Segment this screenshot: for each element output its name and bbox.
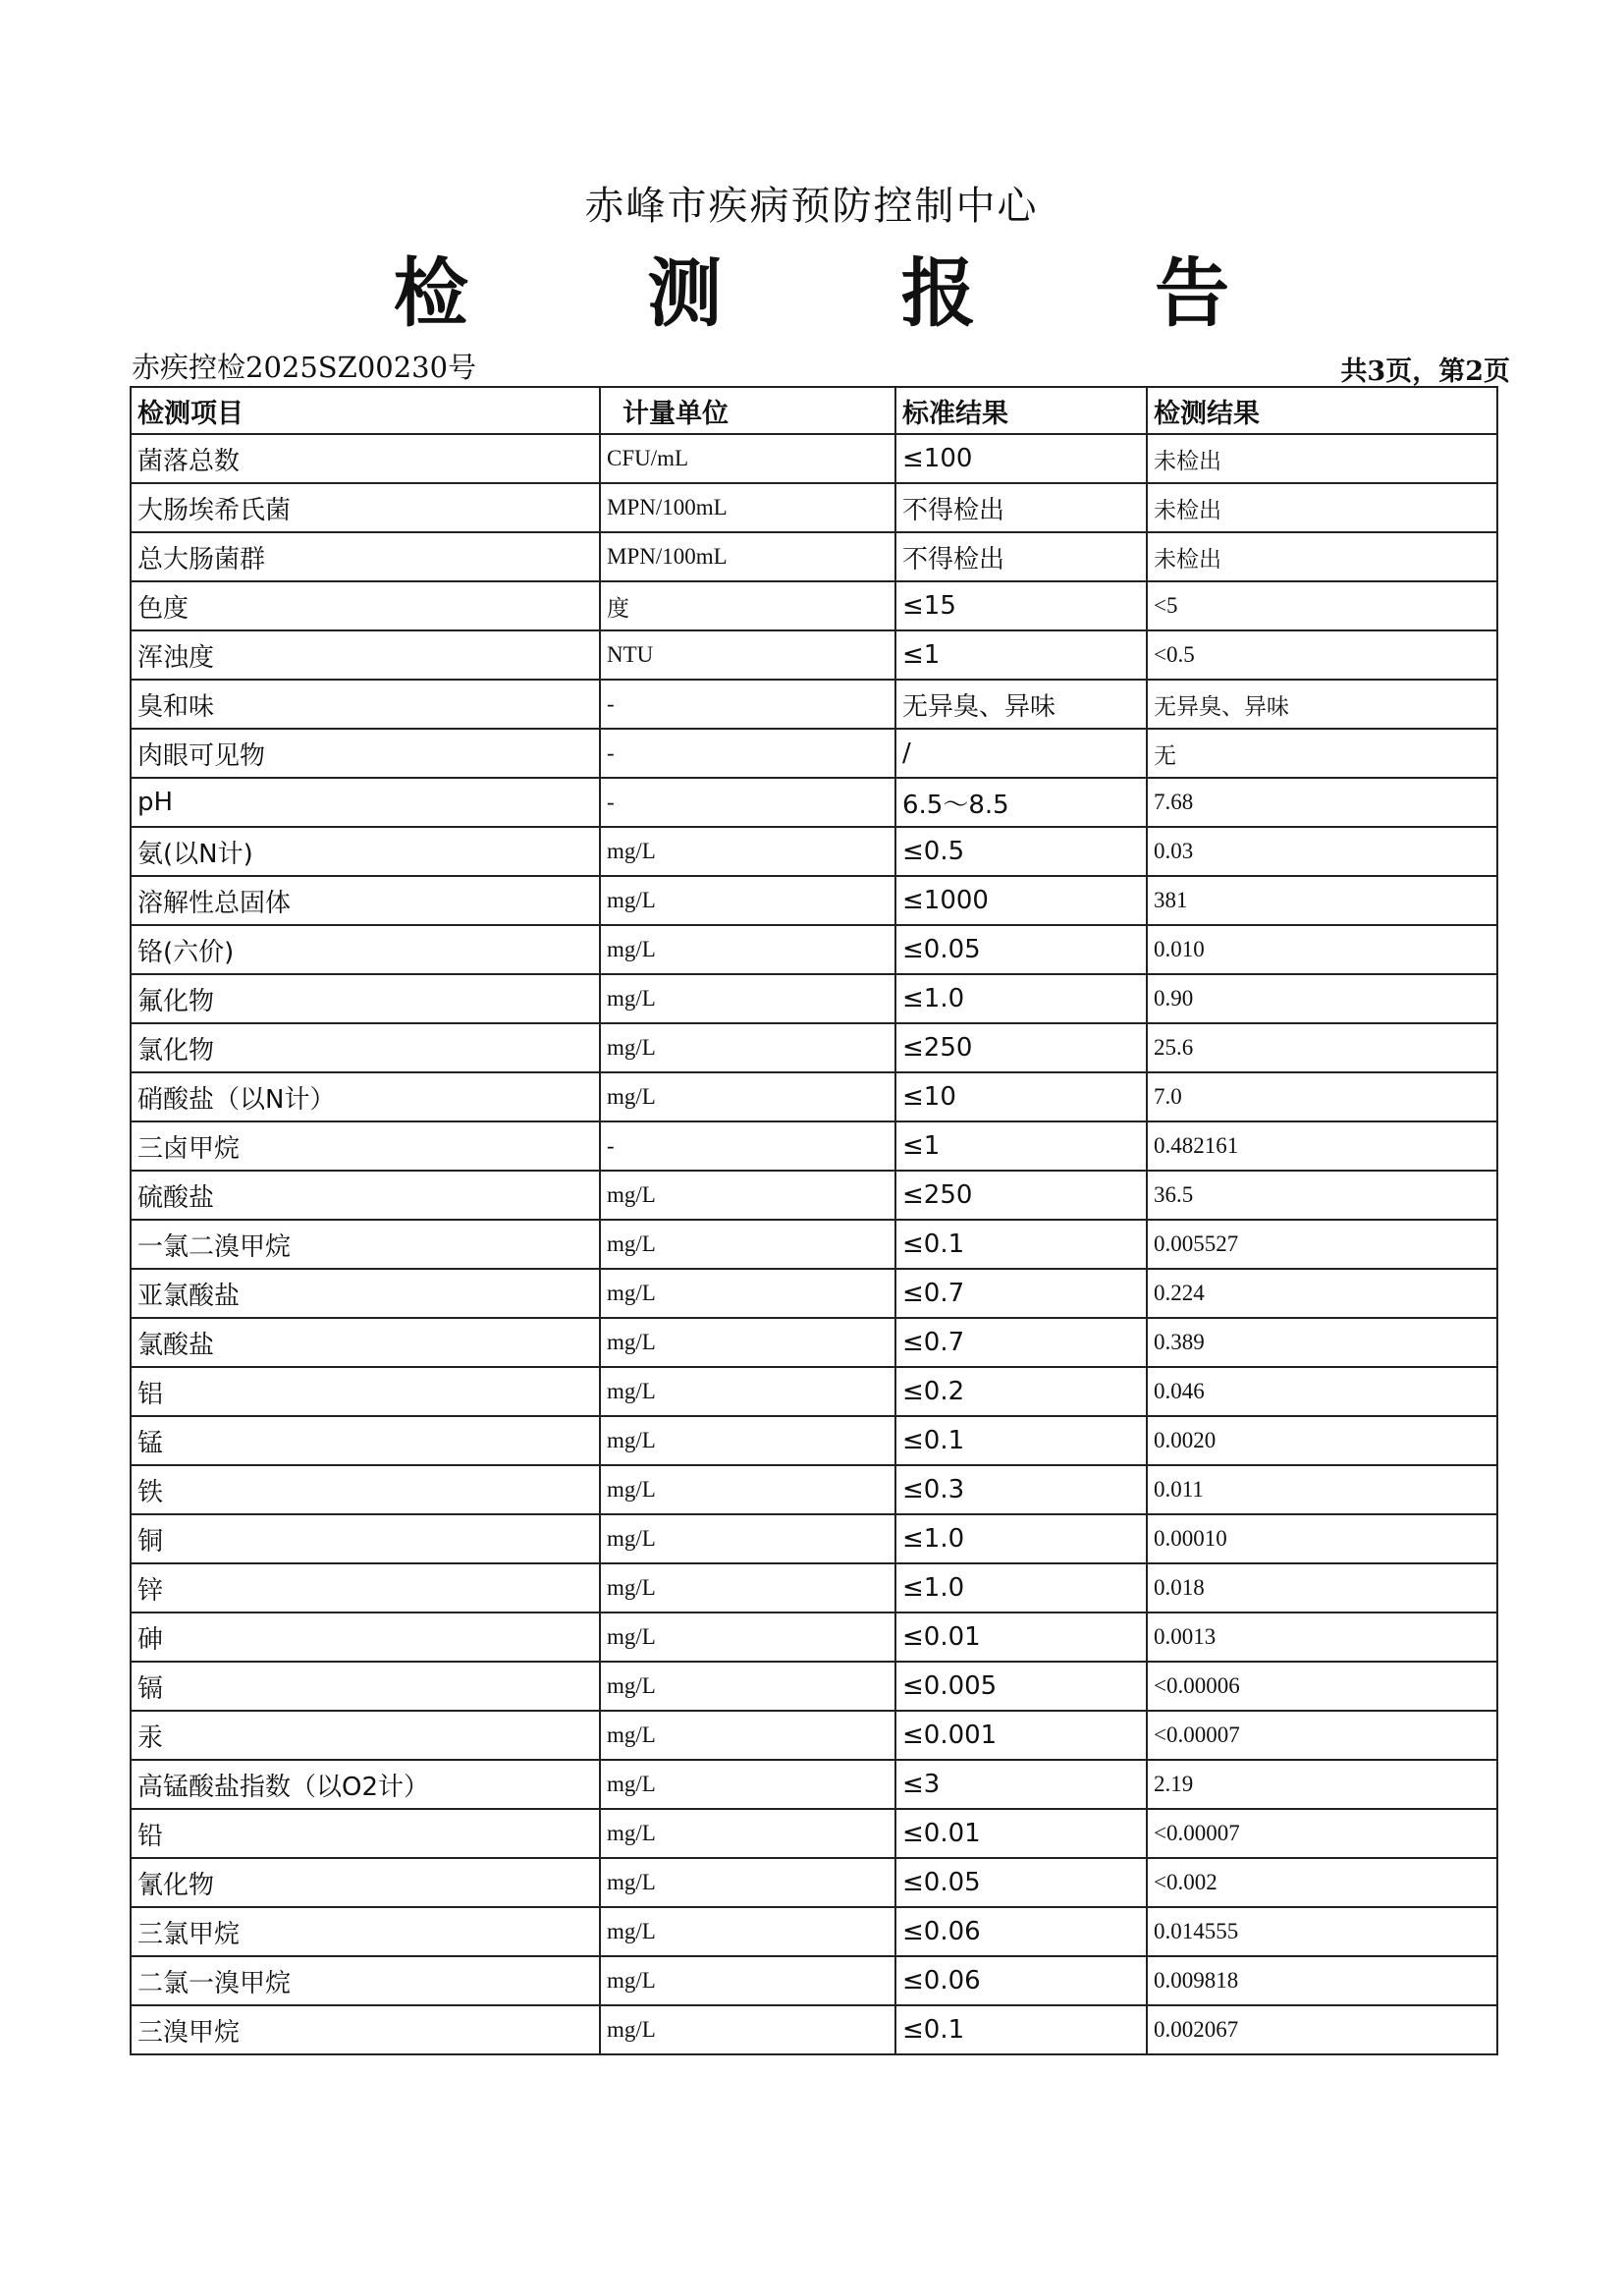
cell-unit: NTU (600, 630, 895, 680)
cell-result: 未检出 (1147, 483, 1497, 532)
column-header-item: 检测项目 (131, 387, 600, 434)
cell-standard: ≤0.1 (895, 1416, 1147, 1465)
table-row (131, 1023, 1497, 1072)
cell-result: 0.011 (1147, 1465, 1497, 1514)
cell-result: <5 (1147, 581, 1497, 630)
cell-result: 7.0 (1147, 1072, 1497, 1121)
cell-item: 三溴甲烷 (131, 2005, 600, 2054)
cell-result: 381 (1147, 876, 1497, 925)
cell-unit: mg/L (600, 1318, 895, 1367)
cell-unit: mg/L (600, 1563, 895, 1613)
cell-standard: ≤1 (895, 1121, 1147, 1171)
cell-item: 锰 (131, 1416, 600, 1465)
page-info: 共3页，第2页 (1340, 356, 1510, 387)
cell-item: 氯化物 (131, 1023, 600, 1072)
cell-standard: ≤100 (895, 434, 1147, 483)
cell-standard: / (895, 729, 1147, 778)
cell-standard: ≤0.7 (895, 1269, 1147, 1318)
cell-standard: ≤250 (895, 1171, 1147, 1220)
cell-standard: ≤3 (895, 1760, 1147, 1809)
cell-unit: mg/L (600, 876, 895, 925)
cell-standard: ≤1.0 (895, 1514, 1147, 1563)
table-row (131, 1809, 1497, 1858)
cell-unit: mg/L (600, 974, 895, 1023)
table-row (131, 2005, 1497, 2054)
cell-standard: ≤0.5 (895, 827, 1147, 876)
cell-item: 亚氯酸盐 (131, 1269, 600, 1318)
cell-standard: ≤0.7 (895, 1318, 1147, 1367)
table-row (131, 1514, 1497, 1563)
cell-unit: mg/L (600, 1514, 895, 1563)
cell-unit: mg/L (600, 1809, 895, 1858)
cell-unit: MPN/100mL (600, 532, 895, 581)
table-row (131, 1220, 1497, 1269)
column-header-standard: 标准结果 (895, 387, 1147, 434)
cell-unit: - (600, 680, 895, 729)
cell-item: 菌落总数 (131, 434, 600, 483)
table-row (131, 483, 1497, 532)
table-row (131, 1563, 1497, 1613)
cell-unit: mg/L (600, 1662, 895, 1711)
cell-item: 总大肠菌群 (131, 532, 600, 581)
cell-item: 锌 (131, 1563, 600, 1613)
cell-item: 氰化物 (131, 1858, 600, 1907)
cell-unit: mg/L (600, 1858, 895, 1907)
cell-result: 0.482161 (1147, 1121, 1497, 1171)
cell-result: 0.009818 (1147, 1956, 1497, 2005)
cell-result: 0.018 (1147, 1563, 1497, 1613)
cell-standard: ≤1.0 (895, 1563, 1147, 1613)
cell-item: 溶解性总固体 (131, 876, 600, 925)
table-row (131, 1416, 1497, 1465)
table-row (131, 1367, 1497, 1416)
table-row (131, 1072, 1497, 1121)
cell-item: pH (131, 778, 600, 827)
cell-result: 0.224 (1147, 1269, 1497, 1318)
cell-item: 大肠埃希氏菌 (131, 483, 600, 532)
table-row (131, 729, 1497, 778)
cell-unit: mg/L (600, 1907, 895, 1956)
cell-result: 36.5 (1147, 1171, 1497, 1220)
cell-item: 砷 (131, 1613, 600, 1662)
column-header-result: 检测结果 (1147, 387, 1497, 434)
cell-item: 氨(以N计) (131, 827, 600, 876)
cell-unit: - (600, 729, 895, 778)
results-table (130, 386, 1498, 2055)
cell-unit: mg/L (600, 1072, 895, 1121)
cell-result: <0.00006 (1147, 1662, 1497, 1711)
cell-standard: ≤10 (895, 1072, 1147, 1121)
cell-standard: ≤250 (895, 1023, 1147, 1072)
cell-item: 铅 (131, 1809, 600, 1858)
cell-result: 0.00010 (1147, 1514, 1497, 1563)
cell-result: 7.68 (1147, 778, 1497, 827)
cell-standard: ≤0.1 (895, 2005, 1147, 2054)
cell-result: 0.0020 (1147, 1416, 1497, 1465)
cell-unit: mg/L (600, 1711, 895, 1760)
cell-result: 无 (1147, 729, 1497, 778)
cell-unit: - (600, 778, 895, 827)
organization-name: 赤峰市疾病预防控制中心 (584, 184, 1039, 229)
cell-unit: mg/L (600, 1416, 895, 1465)
cell-unit: mg/L (600, 827, 895, 876)
cell-result: <0.00007 (1147, 1809, 1497, 1858)
table-row (131, 1465, 1497, 1514)
cell-standard: ≤0.2 (895, 1367, 1147, 1416)
cell-standard: 无异臭、异味 (895, 680, 1147, 729)
cell-result: 0.90 (1147, 974, 1497, 1023)
cell-result: 0.046 (1147, 1367, 1497, 1416)
cell-standard: ≤1000 (895, 876, 1147, 925)
cell-item: 高锰酸盐指数（以O2计） (131, 1760, 600, 1809)
cell-standard: 不得检出 (895, 532, 1147, 581)
cell-standard: ≤0.05 (895, 925, 1147, 974)
cell-result: 0.0013 (1147, 1613, 1497, 1662)
cell-unit: mg/L (600, 925, 895, 974)
cell-result: 0.002067 (1147, 2005, 1497, 2054)
cell-result: 0.010 (1147, 925, 1497, 974)
report-number: 赤疾控检2025SZ00230号 (132, 351, 477, 384)
cell-standard: ≤0.005 (895, 1662, 1147, 1711)
cell-result: 2.19 (1147, 1760, 1497, 1809)
table-row (131, 778, 1497, 827)
cell-item: 铁 (131, 1465, 600, 1514)
cell-standard: ≤0.05 (895, 1858, 1147, 1907)
cell-item: 浑浊度 (131, 630, 600, 680)
cell-result: <0.5 (1147, 630, 1497, 680)
cell-unit: 度 (600, 581, 895, 630)
cell-item: 三氯甲烷 (131, 1907, 600, 1956)
cell-item: 铝 (131, 1367, 600, 1416)
table-row (131, 1956, 1497, 2005)
table-row (131, 532, 1497, 581)
cell-item: 色度 (131, 581, 600, 630)
cell-unit: mg/L (600, 1269, 895, 1318)
cell-item: 汞 (131, 1711, 600, 1760)
table-header-row (131, 387, 1497, 434)
table-row (131, 876, 1497, 925)
table-row (131, 1269, 1497, 1318)
report-title: 检 测 报 告 (393, 249, 1307, 337)
table-row (131, 581, 1497, 630)
cell-result: <0.002 (1147, 1858, 1497, 1907)
cell-item: 硫酸盐 (131, 1171, 600, 1220)
table-body (131, 434, 1497, 2054)
cell-item: 氟化物 (131, 974, 600, 1023)
cell-standard: ≤1 (895, 630, 1147, 680)
table-row (131, 827, 1497, 876)
cell-unit: mg/L (600, 1367, 895, 1416)
cell-unit: mg/L (600, 1171, 895, 1220)
cell-unit: mg/L (600, 2005, 895, 2054)
cell-standard: 不得检出 (895, 483, 1147, 532)
cell-unit: mg/L (600, 1956, 895, 2005)
cell-unit: - (600, 1121, 895, 1171)
table-row (131, 680, 1497, 729)
table-row (131, 974, 1497, 1023)
cell-item: 镉 (131, 1662, 600, 1711)
table-row (131, 1318, 1497, 1367)
cell-standard: ≤0.01 (895, 1809, 1147, 1858)
cell-unit: mg/L (600, 1465, 895, 1514)
cell-unit: CFU/mL (600, 434, 895, 483)
cell-item: 铜 (131, 1514, 600, 1563)
cell-standard: ≤0.01 (895, 1613, 1147, 1662)
cell-standard: ≤0.3 (895, 1465, 1147, 1514)
table-row (131, 1121, 1497, 1171)
table-row (131, 1171, 1497, 1220)
cell-item: 硝酸盐（以N计） (131, 1072, 600, 1121)
cell-standard: 6.5～8.5 (895, 778, 1147, 827)
cell-item: 铬(六价) (131, 925, 600, 974)
cell-standard: ≤15 (895, 581, 1147, 630)
cell-unit: mg/L (600, 1023, 895, 1072)
cell-unit: mg/L (600, 1613, 895, 1662)
cell-unit: mg/L (600, 1220, 895, 1269)
table-row (131, 434, 1497, 483)
cell-result: 0.014555 (1147, 1907, 1497, 1956)
cell-item: 二氯一溴甲烷 (131, 1956, 600, 2005)
cell-item: 一氯二溴甲烷 (131, 1220, 600, 1269)
cell-result: 0.389 (1147, 1318, 1497, 1367)
table-row (131, 1662, 1497, 1711)
cell-item: 肉眼可见物 (131, 729, 600, 778)
cell-standard: ≤0.06 (895, 1956, 1147, 2005)
cell-item: 氯酸盐 (131, 1318, 600, 1367)
table-row (131, 630, 1497, 680)
cell-result: 未检出 (1147, 532, 1497, 581)
cell-standard: ≤0.001 (895, 1711, 1147, 1760)
table-row (131, 1760, 1497, 1809)
cell-item: 三卤甲烷 (131, 1121, 600, 1171)
table-row (131, 925, 1497, 974)
table-row (131, 1613, 1497, 1662)
table-row (131, 1907, 1497, 1956)
cell-unit: mg/L (600, 1760, 895, 1809)
table-row (131, 1858, 1497, 1907)
cell-result: 无异臭、异味 (1147, 680, 1497, 729)
table-row (131, 1711, 1497, 1760)
cell-standard: ≤1.0 (895, 974, 1147, 1023)
cell-result: 0.03 (1147, 827, 1497, 876)
cell-result: 0.005527 (1147, 1220, 1497, 1269)
column-header-unit: 计量单位 (600, 387, 895, 434)
cell-unit: MPN/100mL (600, 483, 895, 532)
cell-result: <0.00007 (1147, 1711, 1497, 1760)
cell-item: 臭和味 (131, 680, 600, 729)
cell-standard: ≤0.1 (895, 1220, 1147, 1269)
cell-result: 未检出 (1147, 434, 1497, 483)
cell-standard: ≤0.06 (895, 1907, 1147, 1956)
cell-result: 25.6 (1147, 1023, 1497, 1072)
